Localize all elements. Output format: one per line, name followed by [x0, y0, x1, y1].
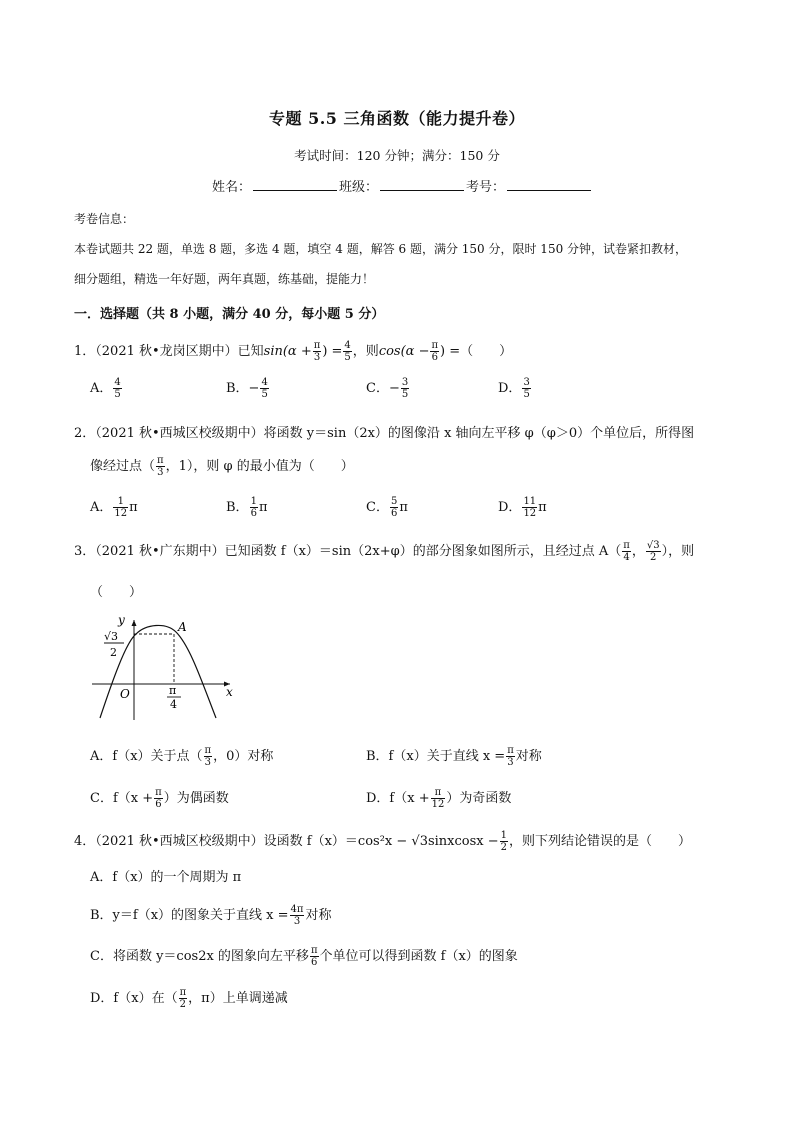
number-label: 考号：: [466, 180, 506, 195]
sine-graph: [90, 612, 250, 724]
section-heading: 一．选择题（共 8 小题，满分 40 分，每小题 5 分）: [74, 307, 385, 322]
q1-cos: cos(α −: [378, 344, 430, 359]
q4-option-d[interactable]: D．f（x）在（ $\frac{\pi}{2}$ ，π）上单调递减: [90, 987, 288, 1010]
q3-option-c[interactable]: C．f（x + $\frac{\pi}{6}$ ）为偶函数: [90, 787, 229, 810]
q1-option-a[interactable]: A． $\frac{4}{5}$: [90, 377, 121, 400]
origin-label: O: [120, 687, 130, 701]
y-value-den: 2: [110, 646, 117, 659]
point-a-label: A: [178, 620, 187, 634]
q4-option-a[interactable]: A．f（x）的一个周期为 π: [90, 870, 242, 885]
question-3-line2: （ ）: [90, 585, 143, 600]
number-field[interactable]: [507, 178, 591, 191]
question-1-stem: [74, 340, 512, 363]
q1-option-b[interactable]: B．− $\frac{4}{5}$: [226, 377, 268, 400]
question-2-line1: 2．（2021 秋•西城区校级期中）将函数 y＝sin（2x）的图像沿 x 轴向左平移 φ（φ＞0）个单位后，所得图: [74, 426, 695, 441]
q1-frac-45: $\frac{4}{5}$: [344, 340, 351, 363]
notes-heading: 考卷信息：: [74, 212, 135, 226]
x-value-num: π: [169, 684, 177, 697]
question-3-line1: 3．（2021 秋•广东期中）已知函数 f（x）＝sin（2x+φ）的部分图象如图所示，且经过点 A（ $\frac{\pi}{4}$ ， $\frac{√3}{2}$ ），则: [74, 540, 695, 563]
q4-option-c[interactable]: C．将函数 y＝cos2x 的图象向左平移 $\frac{\pi}{6}$ 个单位可以得到函数 f（x）的图象: [90, 945, 518, 968]
q1-option-c[interactable]: C．− $\frac{3}{5}$: [366, 377, 409, 400]
q3-option-a[interactable]: A．f（x）关于点（ $\frac{\pi}{3}$ ，0）对称: [90, 745, 274, 768]
y-axis-label: y: [118, 613, 125, 627]
q2-option-c[interactable]: C． $\frac{5}{6}$ π: [366, 496, 408, 519]
q4-option-b[interactable]: B．y＝f（x）的图象关于直线 x = $\frac{4\pi}{3}$ 对称: [90, 904, 332, 927]
x-axis-label: x: [226, 685, 233, 699]
q1-frac-pi6: $\frac{\pi}{6}$: [431, 340, 439, 363]
y-value-num: √3: [104, 630, 119, 643]
page-title: 专题 5.5 三角函数（能力提升卷）: [269, 109, 525, 128]
notes-line1: 本卷试题共 22 题，单选 8 题，多选 4 题，填空 4 题，解答 6 题，满分 150 分，限时 150 分钟，试卷紧扣教材，: [74, 242, 688, 256]
class-field[interactable]: [380, 178, 464, 191]
q1-tail: ) =（ ）: [440, 344, 513, 359]
y-axis-arrow: [132, 620, 137, 626]
q1-then: ，则: [352, 344, 379, 359]
name-field[interactable]: [253, 178, 337, 191]
q1-frac-pi3: $\frac{\pi}{3}$: [313, 340, 321, 363]
q2-option-a[interactable]: A． $\frac{1}{12}$ π: [90, 496, 138, 519]
q1-eq: ) =: [322, 344, 343, 359]
q1-option-d[interactable]: D． $\frac{3}{5}$: [498, 377, 530, 400]
question-4-stem: 4．（2021 秋•西城区校级期中）设函数 f（x）＝cos²x − √3sinxcosx − $\frac{1}{2}$ ，则下列结论错误的是（ ）: [74, 830, 692, 853]
name-label: 姓名：: [212, 180, 252, 195]
q2-option-d[interactable]: D． $\frac{11}{12}$ π: [498, 496, 547, 519]
class-label: 班级：: [339, 180, 379, 195]
exam-info: 考试时间：120 分钟；满分：150 分: [294, 148, 500, 163]
question-2-line2: 像经过点（ $\frac{\pi}{3}$ ，1），则 φ 的最小值为（ ）: [90, 455, 354, 478]
student-info-row: [212, 176, 593, 195]
notes-line2: 细分题组，精选一年好题，两年真题，练基础，提能力！: [74, 272, 375, 286]
q1-prefix: 1．（2021 秋•龙岗区期中）已知: [74, 344, 264, 359]
q1-sin: sin(α +: [263, 344, 312, 359]
q3-option-b[interactable]: B．f（x）关于直线 x = $\frac{\pi}{3}$ 对称: [366, 745, 542, 768]
x-value-den: 4: [170, 698, 177, 711]
q2-option-b[interactable]: B． $\frac{1}{6}$ π: [226, 496, 268, 519]
q3-option-d[interactable]: D．f（x + $\frac{\pi}{12}$ ）为奇函数: [366, 787, 512, 810]
